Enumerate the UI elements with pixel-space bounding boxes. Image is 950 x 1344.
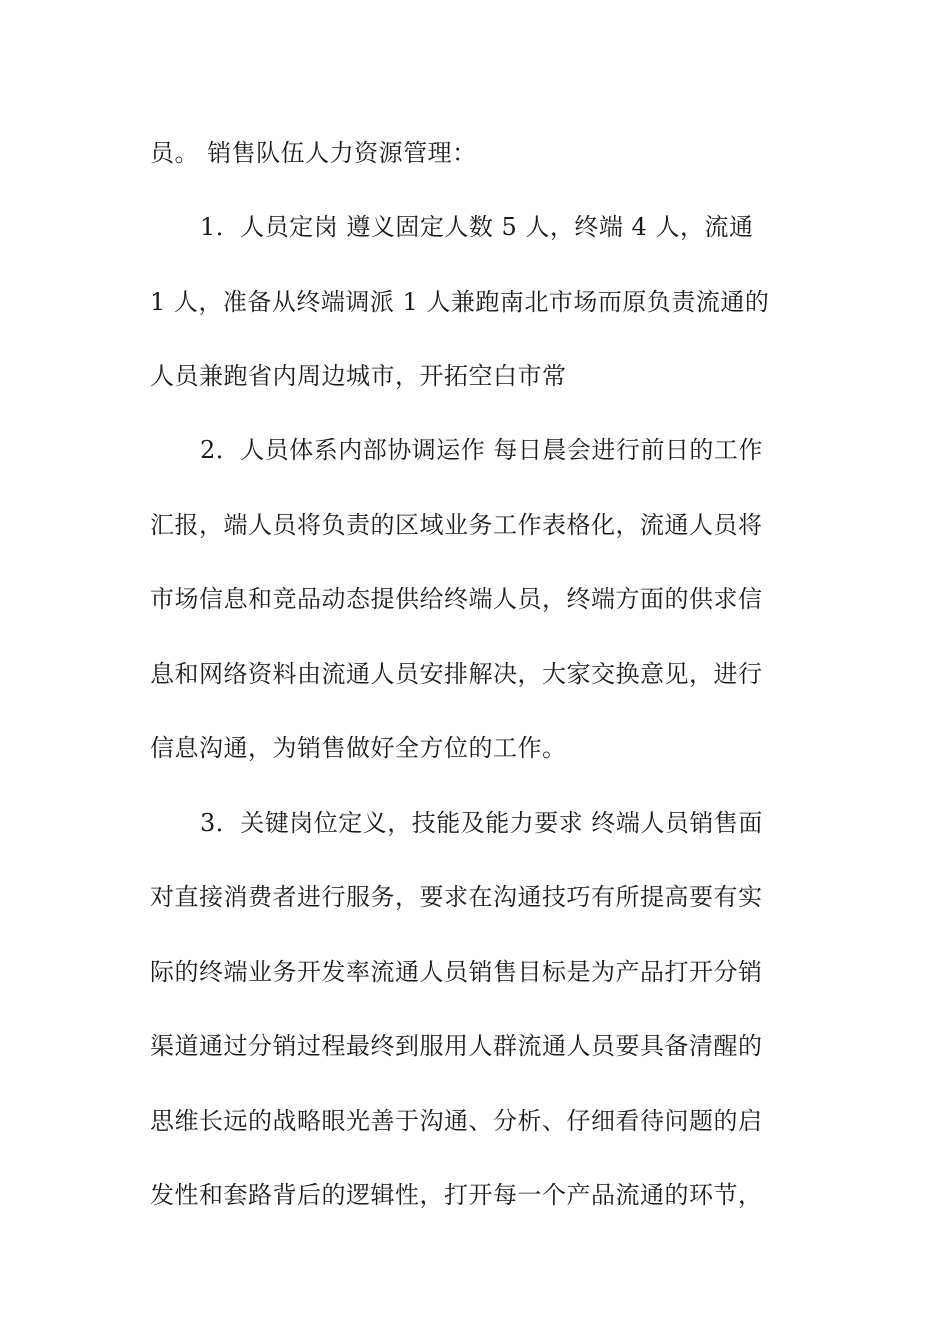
text-line: 信息沟通，为销售做好全方位的工作。 [150,734,567,762]
paragraph-1-line: 1．人员定岗 遵义固定人数 5 人，终端 4 人，流通 [200,213,754,241]
text-line: 息和网络资料由流通人员安排解决，大家交换意见，进行 [150,660,763,688]
text-line: 际的终端业务开发率流通人员销售目标是为产品打开分销 [150,958,763,986]
text-line: 渠道通过分销过程最终到服用人群流通人员要具备清醒的 [150,1032,763,1060]
text-line: 汇报，端人员将负责的区域业务工作表格化，流通人员将 [150,511,763,539]
text-line: 市场信息和竞品动态提供给终端人员，终端方面的供求信 [150,585,763,613]
text-line: 思维长远的战略眼光善于沟通、分析、仔细看待问题的启 [150,1107,763,1135]
paragraph-2-line: 2．人员体系内部协调运作 每日晨会进行前日的工作 [200,436,763,464]
text-line: 发性和套路背后的逻辑性，打开每一个产品流通的环节， [150,1181,763,1209]
paragraph-3-line: 3．关键岗位定义，技能及能力要求 终端人员销售面 [200,809,763,837]
text-line: 人员兼跑省内周边城市，开拓空白市常 [150,362,567,390]
text-line: 1 人，准备从终端调派 1 人兼跑南北市场而原负责流通的 [150,288,770,316]
text-line: 员。 销售队伍人力资源管理： [150,139,477,167]
text-line: 对直接消费者进行服务，要求在沟通技巧有所提高要有实 [150,883,763,911]
